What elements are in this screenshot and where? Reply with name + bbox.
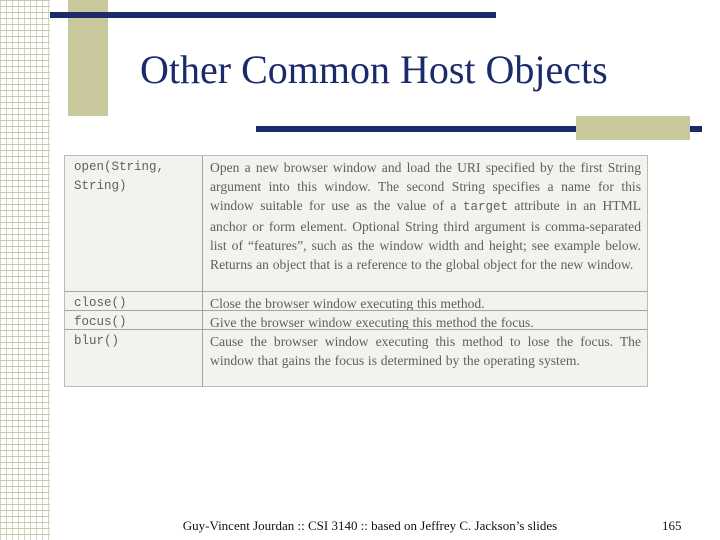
- method-description: Cause the browser window executing this method to lose the focus. The window that gains the focus is determined by the operating system.: [210, 334, 641, 368]
- table-row-open: [65, 156, 647, 296]
- method-name: focus(): [65, 311, 203, 330]
- slide-footer: Guy-Vincent Jourdan :: CSI 3140 :: based on Jeffrey C. Jackson’s slides: [182, 518, 558, 533]
- description-text: attribute in an HTML anchor or form element. Optional String third argument is comma-separated list of “features”, such as the window width and height; see example below. Returns an object that is a reference to the global object for the new window.: [210, 198, 642, 272]
- method-description: [203, 156, 647, 296]
- method-name: open(String, String): [65, 156, 203, 296]
- method-description: Close the browser window executing this method.: [210, 296, 485, 311]
- method-name: close(): [65, 292, 203, 311]
- page-number: 165: [662, 518, 682, 533]
- method-table: [64, 155, 648, 387]
- description-code: target: [462, 200, 508, 214]
- striped-margin-decoration: [0, 0, 50, 540]
- table-row-close: [65, 291, 647, 311]
- description-text: Open a new browser window and load the URI specified by the first String argument into this window. The second String specifies a name for this window suitable for use as the value of a: [210, 160, 641, 213]
- method-description: Give the browser window executing this method the focus.: [210, 315, 534, 330]
- table-row-focus: [65, 310, 647, 330]
- title-rule-top: [50, 12, 496, 18]
- slide-title: Other Common Host Objects: [140, 47, 608, 92]
- table-row-blur: [65, 329, 647, 387]
- method-name: blur(): [65, 330, 203, 387]
- olive-accent-block-bottom: [576, 116, 690, 140]
